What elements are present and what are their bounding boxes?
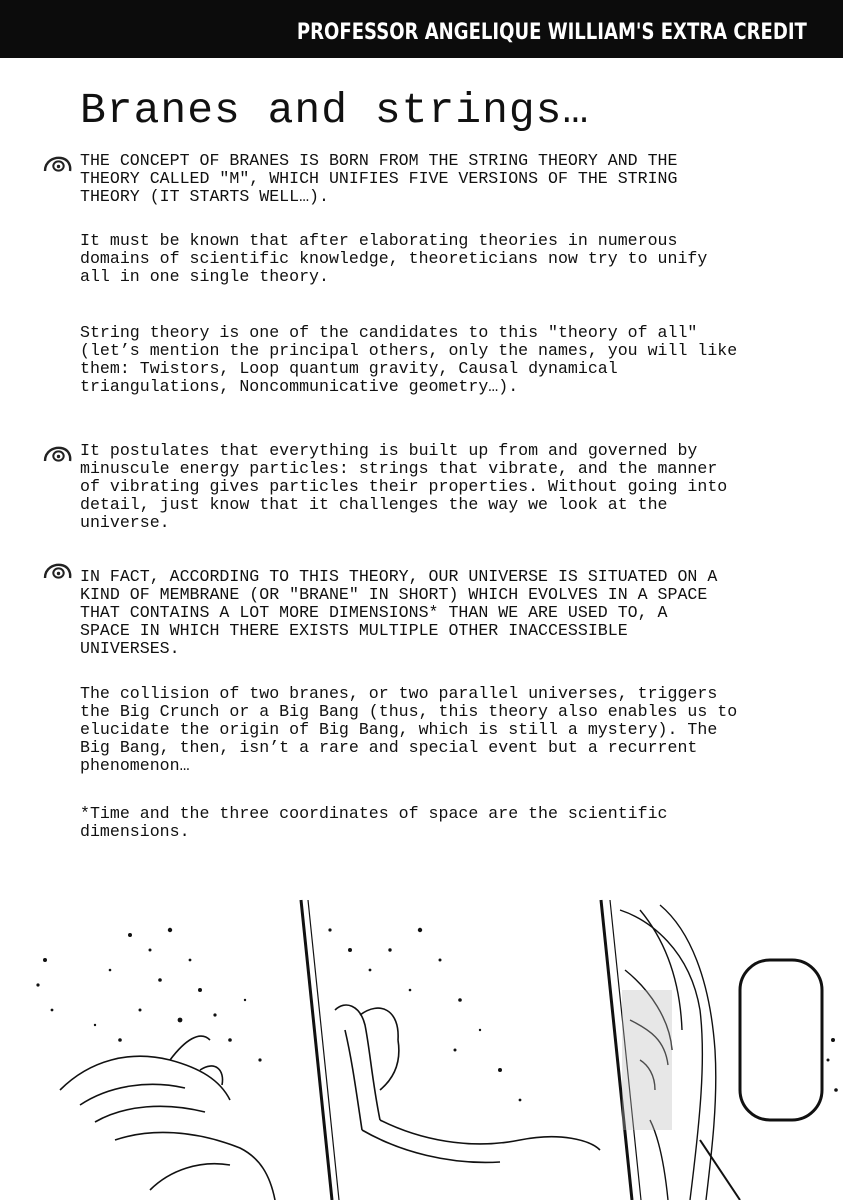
particles-right	[827, 1038, 838, 1092]
particles-middle	[328, 928, 521, 1102]
character-shading	[622, 990, 672, 1130]
particles-left	[36, 928, 261, 1062]
paragraph-footnote-dimensions: *Time and the three coordinates of space are the scientific dimensions.	[80, 804, 668, 841]
paragraph-unify-theories: It must be known that after elaborating theories in numerous domains of scientific knowledge, theoreticians now try to unify all in one single theory.	[80, 231, 708, 286]
paragraph-branes-concept: THE CONCEPT OF BRANES IS BORN FROM THE STRING THEORY AND THE THEORY CALLED "M", WHICH UNIFIES FIVE VERSIONS OF THE STRING THEORY (IT STARTS WELL…).	[80, 151, 678, 206]
paragraph-string-postulate: It postulates that everything is built up from and governed by minuscule energy particles: strings that vibrate, and the manner of vibrating gives particles their properties. Without going into detail, just know that it challenges the way we look at the universe.	[80, 441, 728, 532]
dissolving-hand-left	[60, 1036, 275, 1200]
header-bar	[0, 0, 843, 58]
header-title: PROFESSOR ANGELIQUE WILLIAM'S EXTRA CREDIT	[297, 20, 807, 45]
paragraph-membrane-universe: IN FACT, ACCORDING TO THIS THEORY, OUR UNIVERSE IS SITUATED ON A KIND OF MEMBRANE (OR "BRANE" IN SHORT) WHICH EVOLVES IN A SPACE THAT CONTAINS A LOT MORE DIMENSIONS* THAN WE ARE USED TO, A SPACE IN WHICH THERE EXISTS MULTIPLE OTHER INACCESSIBLE UNIVERSES.	[80, 567, 718, 658]
paragraph-string-candidates: String theory is one of the candidates to this "theory of all" (let’s mention the principal others, only the names, you will like them: Twistors, Loop quantum gravity, Causal dynamical triangulations, Noncommunicative geometry…).	[80, 323, 738, 396]
manga-illustration	[0, 890, 843, 1200]
dissolving-hand-middle	[335, 1005, 600, 1162]
page-title: Branes and strings…	[80, 86, 590, 135]
spiral-bullet-icon	[42, 563, 72, 579]
spiral-bullet-icon	[42, 446, 72, 462]
speech-bubble	[740, 960, 822, 1120]
paragraph-brane-collision: The collision of two branes, or two parallel universes, triggers the Big Crunch or a Big Bang (thus, this theory also enables us to elucidate the origin of Big Bang, which is still a mystery). The Big Bang, then, isn’t a rare and special event but a recurrent phenomenon…	[80, 684, 738, 775]
spiral-bullet-icon	[42, 156, 72, 172]
